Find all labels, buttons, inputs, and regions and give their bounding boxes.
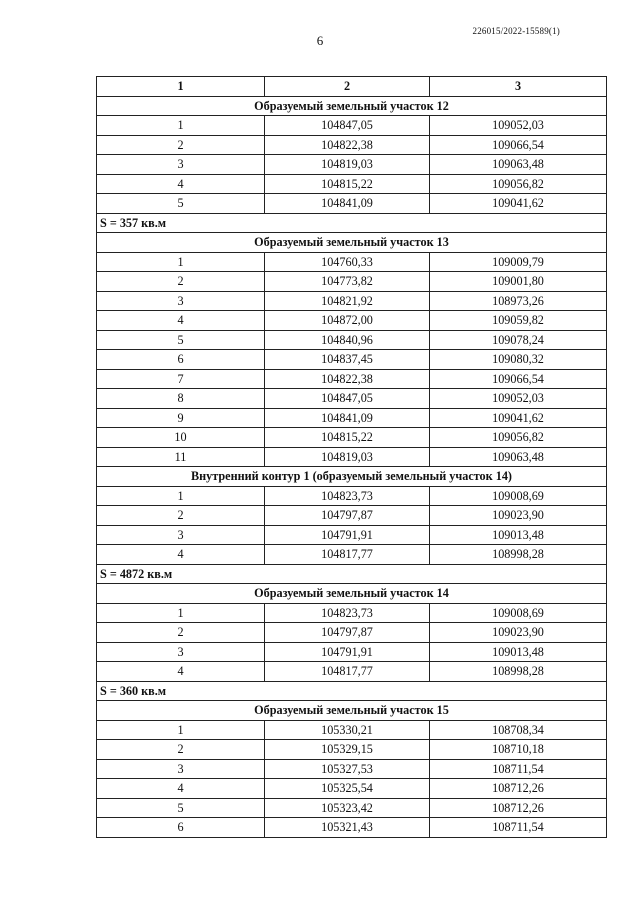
section-header-row xyxy=(97,233,607,253)
section-header-row xyxy=(97,96,607,116)
x-coordinate-cell: 104797,87 xyxy=(265,506,430,526)
table-row xyxy=(97,330,607,350)
table-row xyxy=(97,116,607,136)
y-coordinate-cell: 109013,48 xyxy=(430,642,607,662)
point-number-cell: 3 xyxy=(97,525,265,545)
table-row xyxy=(97,408,607,428)
table-row xyxy=(97,135,607,155)
point-number-cell: 1 xyxy=(97,252,265,272)
x-coordinate-cell: 104817,77 xyxy=(265,662,430,682)
table-row xyxy=(97,798,607,818)
x-coordinate-cell: 104822,38 xyxy=(265,369,430,389)
x-coordinate-cell: 104823,73 xyxy=(265,603,430,623)
column-header: 1 xyxy=(97,77,265,97)
table-row xyxy=(97,369,607,389)
y-coordinate-cell: 109009,79 xyxy=(430,252,607,272)
y-coordinate-cell: 109001,80 xyxy=(430,272,607,292)
table-row xyxy=(97,545,607,565)
x-coordinate-cell: 105323,42 xyxy=(265,798,430,818)
x-coordinate-cell: 104819,03 xyxy=(265,447,430,467)
x-coordinate-cell: 104797,87 xyxy=(265,623,430,643)
point-number-cell: 1 xyxy=(97,720,265,740)
area-value: S = 357 кв.м xyxy=(97,213,607,233)
y-coordinate-cell: 109013,48 xyxy=(430,525,607,545)
x-coordinate-cell: 104840,96 xyxy=(265,330,430,350)
y-coordinate-cell: 109056,82 xyxy=(430,174,607,194)
point-number-cell: 10 xyxy=(97,428,265,448)
point-number-cell: 4 xyxy=(97,174,265,194)
point-number-cell: 5 xyxy=(97,194,265,214)
x-coordinate-cell: 104837,45 xyxy=(265,350,430,370)
x-coordinate-cell: 104872,00 xyxy=(265,311,430,331)
table-row xyxy=(97,350,607,370)
point-number-cell: 1 xyxy=(97,486,265,506)
table-row xyxy=(97,603,607,623)
table-row xyxy=(97,447,607,467)
x-coordinate-cell: 105330,21 xyxy=(265,720,430,740)
x-coordinate-cell: 104819,03 xyxy=(265,155,430,175)
document-number: 226015/2022-15589(1) xyxy=(472,26,560,36)
point-number-cell: 4 xyxy=(97,545,265,565)
y-coordinate-cell: 109059,82 xyxy=(430,311,607,331)
y-coordinate-cell: 109063,48 xyxy=(430,447,607,467)
point-number-cell: 6 xyxy=(97,350,265,370)
y-coordinate-cell: 109063,48 xyxy=(430,155,607,175)
y-coordinate-cell: 109023,90 xyxy=(430,623,607,643)
section-header-row xyxy=(97,467,607,487)
table-body xyxy=(97,96,607,837)
y-coordinate-cell: 108711,54 xyxy=(430,759,607,779)
y-coordinate-cell: 108973,26 xyxy=(430,291,607,311)
point-number-cell: 2 xyxy=(97,740,265,760)
x-coordinate-cell: 104841,09 xyxy=(265,194,430,214)
point-number-cell: 1 xyxy=(97,603,265,623)
section-header-row xyxy=(97,584,607,604)
x-coordinate-cell: 104815,22 xyxy=(265,174,430,194)
y-coordinate-cell: 109066,54 xyxy=(430,135,607,155)
x-coordinate-cell: 104791,91 xyxy=(265,642,430,662)
table-row xyxy=(97,506,607,526)
page-number: 6 xyxy=(316,33,324,48)
column-header: 3 xyxy=(430,77,607,97)
section-title: Внутренний контур 1 (образуемый земельный участок 14) xyxy=(97,467,607,487)
table-row xyxy=(97,194,607,214)
table-header-row xyxy=(97,77,607,97)
area-row xyxy=(97,213,607,233)
table-row xyxy=(97,174,607,194)
point-number-cell: 3 xyxy=(97,291,265,311)
section-title: Образуемый земельный участок 14 xyxy=(97,584,607,604)
point-number-cell: 5 xyxy=(97,798,265,818)
table-row xyxy=(97,779,607,799)
point-number-cell: 4 xyxy=(97,779,265,799)
x-coordinate-cell: 104773,82 xyxy=(265,272,430,292)
area-value: S = 4872 кв.м xyxy=(97,564,607,584)
point-number-cell: 9 xyxy=(97,408,265,428)
x-coordinate-cell: 104847,05 xyxy=(265,116,430,136)
x-coordinate-cell: 104847,05 xyxy=(265,389,430,409)
y-coordinate-cell: 109080,32 xyxy=(430,350,607,370)
y-coordinate-cell: 109008,69 xyxy=(430,603,607,623)
coordinates-table xyxy=(96,76,607,838)
area-row xyxy=(97,564,607,584)
point-number-cell: 3 xyxy=(97,155,265,175)
table-row xyxy=(97,759,607,779)
x-coordinate-cell: 104760,33 xyxy=(265,252,430,272)
area-value: S = 360 кв.м xyxy=(97,681,607,701)
point-number-cell: 3 xyxy=(97,759,265,779)
section-title: Образуемый земельный участок 12 xyxy=(97,96,607,116)
table-row xyxy=(97,428,607,448)
x-coordinate-cell: 104841,09 xyxy=(265,408,430,428)
point-number-cell: 8 xyxy=(97,389,265,409)
y-coordinate-cell: 108710,18 xyxy=(430,740,607,760)
y-coordinate-cell: 108998,28 xyxy=(430,662,607,682)
table-row xyxy=(97,720,607,740)
x-coordinate-cell: 105325,54 xyxy=(265,779,430,799)
y-coordinate-cell: 108711,54 xyxy=(430,818,607,838)
point-number-cell: 11 xyxy=(97,447,265,467)
table-row xyxy=(97,525,607,545)
table-row xyxy=(97,486,607,506)
table-row xyxy=(97,389,607,409)
x-coordinate-cell: 104817,77 xyxy=(265,545,430,565)
y-coordinate-cell: 109023,90 xyxy=(430,506,607,526)
table-row xyxy=(97,642,607,662)
column-header: 2 xyxy=(265,77,430,97)
y-coordinate-cell: 108712,26 xyxy=(430,779,607,799)
x-coordinate-cell: 104823,73 xyxy=(265,486,430,506)
x-coordinate-cell: 104821,92 xyxy=(265,291,430,311)
point-number-cell: 6 xyxy=(97,818,265,838)
table-row xyxy=(97,272,607,292)
table-row xyxy=(97,662,607,682)
y-coordinate-cell: 109008,69 xyxy=(430,486,607,506)
point-number-cell: 2 xyxy=(97,623,265,643)
point-number-cell: 4 xyxy=(97,662,265,682)
x-coordinate-cell: 104791,91 xyxy=(265,525,430,545)
table-row xyxy=(97,740,607,760)
table-row xyxy=(97,252,607,272)
y-coordinate-cell: 108998,28 xyxy=(430,545,607,565)
section-header-row xyxy=(97,701,607,721)
table-row xyxy=(97,818,607,838)
point-number-cell: 7 xyxy=(97,369,265,389)
table-row xyxy=(97,291,607,311)
point-number-cell: 5 xyxy=(97,330,265,350)
section-title: Образуемый земельный участок 15 xyxy=(97,701,607,721)
y-coordinate-cell: 109041,62 xyxy=(430,194,607,214)
x-coordinate-cell: 105321,43 xyxy=(265,818,430,838)
x-coordinate-cell: 104822,38 xyxy=(265,135,430,155)
area-row xyxy=(97,681,607,701)
point-number-cell: 2 xyxy=(97,135,265,155)
y-coordinate-cell: 108712,26 xyxy=(430,798,607,818)
y-coordinate-cell: 108708,34 xyxy=(430,720,607,740)
table-row xyxy=(97,311,607,331)
y-coordinate-cell: 109056,82 xyxy=(430,428,607,448)
x-coordinate-cell: 105329,15 xyxy=(265,740,430,760)
point-number-cell: 1 xyxy=(97,116,265,136)
y-coordinate-cell: 109066,54 xyxy=(430,369,607,389)
table-row xyxy=(97,155,607,175)
y-coordinate-cell: 109078,24 xyxy=(430,330,607,350)
point-number-cell: 2 xyxy=(97,272,265,292)
table-row xyxy=(97,623,607,643)
y-coordinate-cell: 109041,62 xyxy=(430,408,607,428)
x-coordinate-cell: 104815,22 xyxy=(265,428,430,448)
x-coordinate-cell: 105327,53 xyxy=(265,759,430,779)
point-number-cell: 2 xyxy=(97,506,265,526)
section-title: Образуемый земельный участок 13 xyxy=(97,233,607,253)
y-coordinate-cell: 109052,03 xyxy=(430,116,607,136)
point-number-cell: 4 xyxy=(97,311,265,331)
y-coordinate-cell: 109052,03 xyxy=(430,389,607,409)
point-number-cell: 3 xyxy=(97,642,265,662)
